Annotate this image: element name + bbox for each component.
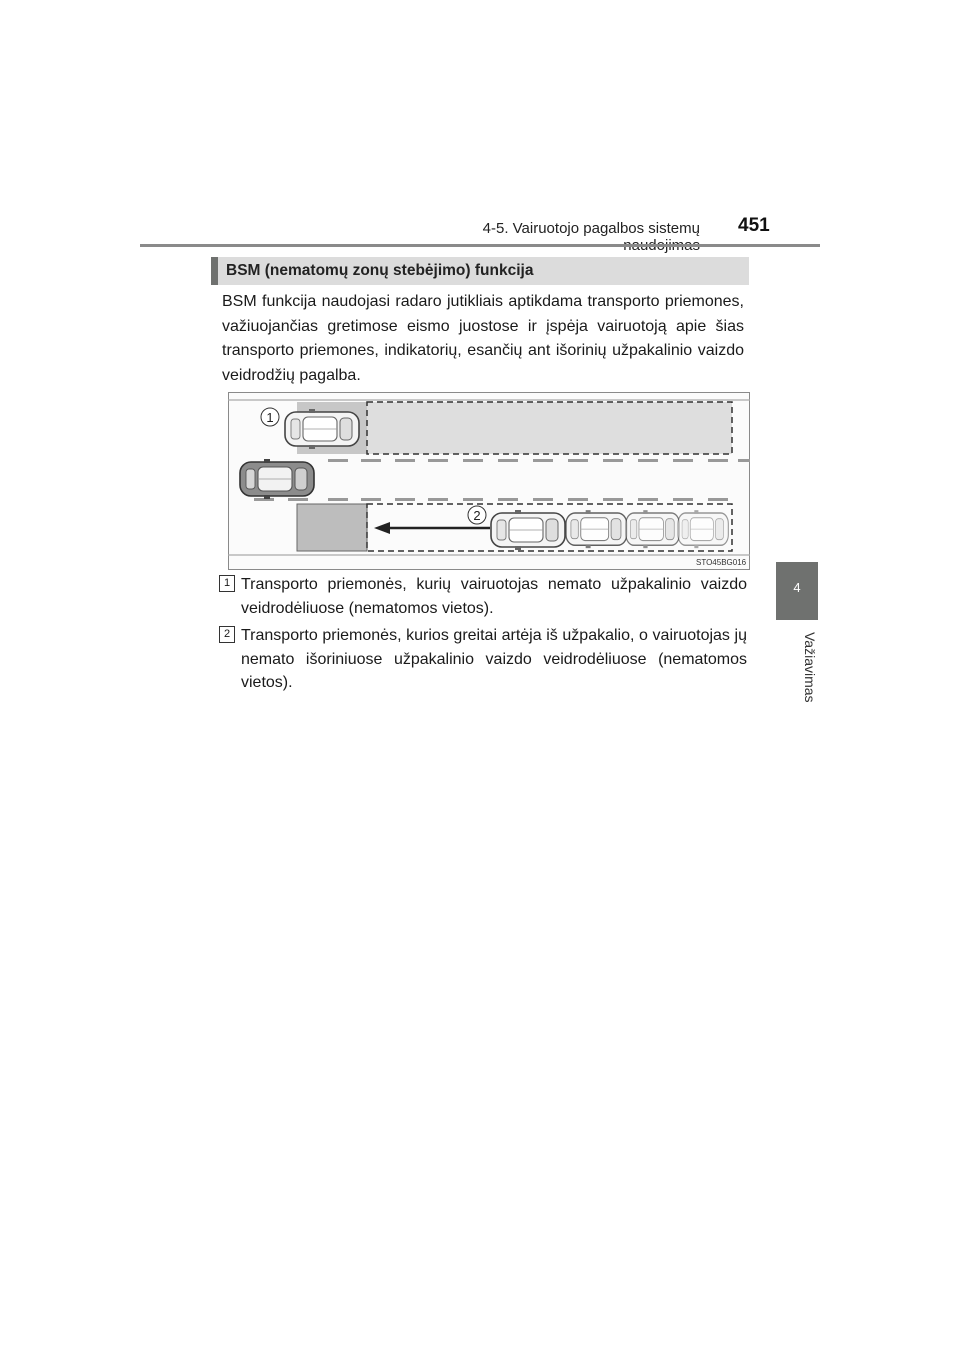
list-item-text: Transporto priemonės, kurių vairuotojas nemato užpakalinio vaizdo veidrodėliuose (nematomos vietos).	[241, 576, 747, 617]
chapter-number: 4	[793, 580, 801, 595]
page-number: 451	[738, 215, 770, 236]
detection-zone-upper	[367, 402, 732, 454]
list-item	[219, 573, 747, 620]
chapter-label: Važiavimas	[802, 632, 818, 703]
callout-1-label: 1	[266, 410, 274, 425]
intro-paragraph: BSM funkcija naudojasi radaro jutikliais aptikdama transporto priemones, važiuojančias gretimose eismo juostose ir įspėja vairuotoją apie šias transporto priemones, indikatorių, esančių ant išorinių užpakalinio vaizdo veidrodžių pagalba.	[222, 293, 744, 384]
chapter-tab	[776, 562, 818, 620]
running-header: 4-5. Vairuotojo pagalbos sistemų	[482, 220, 700, 237]
following-vehicle	[626, 510, 679, 548]
own-vehicle	[240, 459, 314, 499]
callout-1	[261, 408, 279, 426]
approaching-vehicle-2	[491, 510, 565, 550]
figure-code: STO45BG016	[696, 558, 747, 567]
section-title: BSM (nematomų zonų stebėjimo) funkcija	[211, 257, 749, 285]
list-marker-2: 2	[219, 626, 235, 643]
following-vehicle	[678, 510, 728, 548]
detected-vehicle-1	[285, 409, 359, 449]
list-item	[219, 624, 747, 695]
bsm-diagram	[228, 392, 750, 570]
following-vehicle	[566, 510, 627, 548]
list-item-text: Transporto priemonės, kurios greitai artėja iš užpakalio, o vairuotojas jų nemato išoriniuose užpakalinio vaizdo veidrodėliuose (nematomos vietos).	[241, 627, 747, 691]
callout-2-label: 2	[473, 508, 481, 523]
header-divider	[140, 244, 820, 247]
list-marker-1: 1	[219, 575, 235, 592]
callout-2	[468, 506, 486, 524]
blind-spot-zone-lower	[297, 504, 367, 551]
